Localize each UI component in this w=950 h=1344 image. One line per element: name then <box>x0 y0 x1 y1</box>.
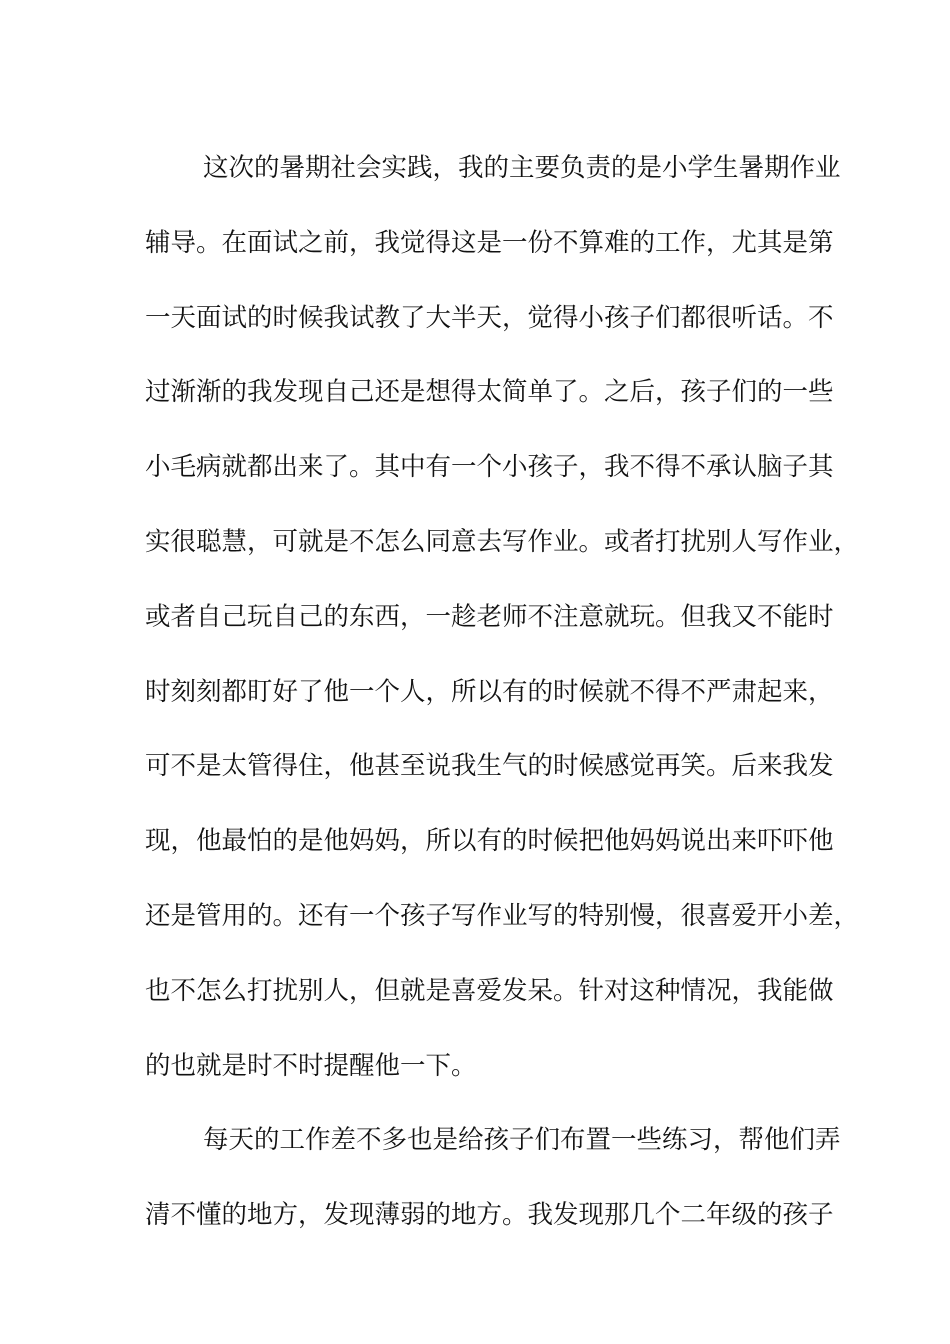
paragraph-1-line-9: 可不是太管得住，他甚至说我生气的时候感觉再笑。后来我发 <box>145 751 834 782</box>
paragraph-1-line-7: 或者自己玩自己的东西，一趁老师不注意就玩。但我又不能时 <box>145 601 834 632</box>
paragraph-1-line-10: 现，他最怕的是他妈妈，所以有的时候把他妈妈说出来吓吓他 <box>145 826 834 857</box>
document-body <box>145 131 860 1253</box>
paragraph-1-line-6: 实很聪慧，可就是不怎么同意去写作业。或者打扰别人写作业， <box>145 526 860 557</box>
paragraph-2-line-1: 每天的工作差不多也是给孩子们布置一些练习，帮他们弄 <box>203 1125 841 1156</box>
paragraph-2-line-2: 清不懂的地方，发现薄弱的地方。我发现那几个二年级的孩子 <box>145 1200 834 1231</box>
paragraph-1-line-3: 一天面试的时候我试教了大半天，觉得小孩子们都很听话。不 <box>145 302 834 333</box>
paragraph-1-line-2: 辅导。在面试之前，我觉得这是一份不算难的工作，尤其是第 <box>145 227 834 258</box>
paragraph-1-line-8: 时刻刻都盯好了他一个人，所以有的时候就不得不严肃起来， <box>145 676 834 707</box>
paragraph-1-line-1: 这次的暑期社会实践，我的主要负责的是小学生暑期作业 <box>203 153 841 183</box>
paragraph-1-line-13: 的也就是时不时提醒他一下。 <box>145 1050 477 1081</box>
paragraph-1-line-5: 小毛病就都出来了。其中有一个小孩子，我不得不承认脑子其 <box>145 452 834 483</box>
paragraph-1-line-11: 还是管用的。还有一个孩子写作业写的特别慢，很喜爱开小差， <box>145 900 860 931</box>
paragraph-1-line-12: 也不怎么打扰别人，但就是喜爱发呆。针对这种情况，我能做 <box>145 975 834 1006</box>
paragraph-1-line-4: 过渐渐的我发现自己还是想得太简单了。之后，孩子们的一些 <box>145 377 834 408</box>
